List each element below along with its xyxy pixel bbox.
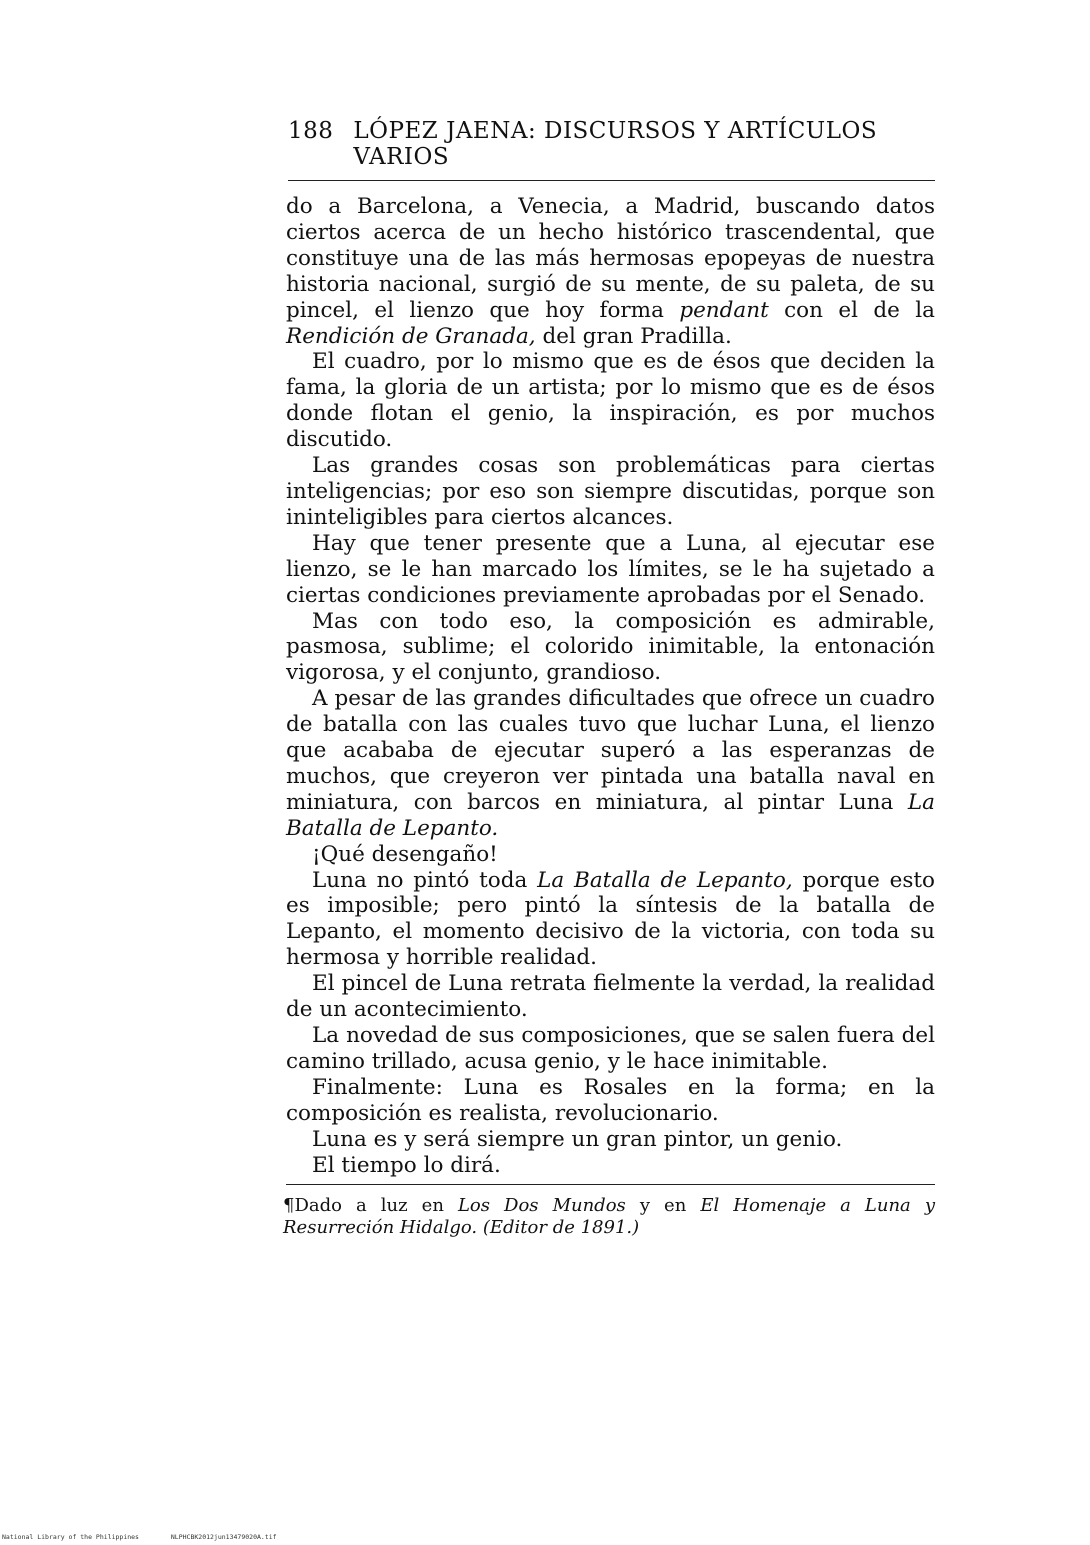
paragraph: Hay que tener presente que a Luna, al ejecutar ese lienzo, se le han marcado los límites, se le ha sujetado a ciertas condiciones previamente aprobadas por el Senado. [286,530,935,608]
text-run: y en [625,1195,701,1217]
paragraph: El tiempo lo dirá. [312,1152,501,1178]
editor-note: (Editor de 1891.) [482,1217,640,1239]
article-body [286,194,935,1178]
paragraph: Finalmente: Luna es Rosales en la forma; en la composición es realista, revolucionario. [286,1074,935,1126]
library-credit: National Library of the Philippines [2,1533,139,1541]
paragraph: ¡Qué desengaño! [312,841,498,867]
text-run: con el de la [768,297,935,323]
footnote [283,1195,935,1239]
paragraph: El pincel de Luna retrata fielmente la verdad, la realidad de un acontecimiento. [286,971,935,1023]
text-run: ¶Dado a luz en [283,1195,458,1217]
italic-term: pendant [679,297,769,323]
page-number: 188 [288,118,334,144]
italic-title: La Batalla de Lepanto. [286,789,935,841]
text-run: Luna no pintó toda [312,867,538,893]
italic-title: Los Dos Mundos [457,1195,626,1217]
paragraph: La novedad de sus composiciones, que se salen fuera del camino trillado, acusa genio, y le hace inimitable. [286,1023,935,1074]
text-run: porque esto es imposible; pero pintó la síntesis de la batalla de Lepanto, el momento decisivo de la victoria, con toda su hermosa y horrible realidad. [286,867,936,971]
paragraph: Luna es y será siempre un gran pintor, un genio. [312,1126,843,1152]
paragraph [286,194,935,349]
paragraph: El cuadro, por lo mismo que es de ésos que deciden la fama, la gloria de un artista; por lo mismo que es de ésos donde flotan el genio, la inspiración, es por muchos discutido. [286,349,935,453]
footnote-divider [286,1184,935,1185]
scan-footer [2,1533,305,1541]
paragraph [286,868,935,972]
text-run: do a Barcelona, a Venecia, a Madrid, buscando datos ciertos acerca de un hecho histórico trascendental, que constituye una de las más hermosas epopeyas de nuestra historia nacional, surgió de su mente, de su paleta, de su pincel, el lienzo que hoy forma [286,194,935,323]
italic-title: El Homenaje a Luna y Resurreción Hidalgo. [283,1195,935,1239]
running-title: LÓPEZ JAENA: DISCURSOS Y ARTÍCULOS VARIOS [353,118,878,170]
book-page [283,118,935,1239]
file-id: NLPHCBK2012jun13479020A.tif [170,1533,277,1541]
italic-title: La Batalla de Lepanto, [537,867,793,893]
paragraph: Mas con todo eso, la composición es admirable, pasmosa, sublime; el colorido inimitable, la entonación vigorosa, y el conjunto, grandioso. [286,608,935,686]
text-run: del gran Pradilla. [535,323,732,349]
running-header [288,118,935,181]
italic-title: Rendición de Granada, [286,323,536,349]
paragraph [286,686,935,841]
text-run: A pesar de las grandes dificultades que ofrece un cuadro de batalla con las cuales tuvo que luchar Luna, el lienzo que acababa de ejecutar superó a las esperanzas de muchos, que creyeron ver pintada una batalla naval en miniatura, con barcos en miniatura, al pintar Luna [286,686,935,815]
paragraph: Las grandes cosas son problemáticas para ciertas inteligencias; por eso son siempre discutidas, porque son ininteligibles para ciertos alcances. [286,453,935,530]
